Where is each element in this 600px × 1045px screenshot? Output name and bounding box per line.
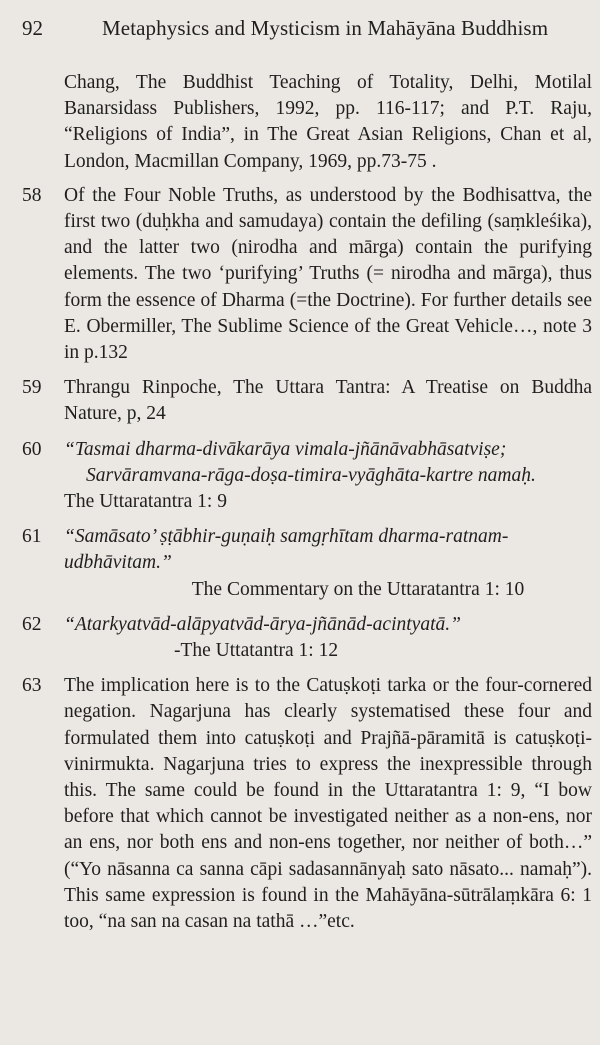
footnote-number: 58	[22, 184, 42, 206]
footnote-number: 60	[22, 438, 42, 460]
footnote-text: Thrangu Rinpoche, The Uttara Tantra: A Treatise on Buddha Nature, p, 24	[64, 377, 592, 425]
source-citation: The Commentary on the Uttaratantra 1: 10	[191, 578, 525, 600]
page-number: 92	[22, 16, 43, 40]
source-citation: The Uttaratantra 1: 9	[64, 491, 227, 513]
footnote-text: The implication here is to the Catuṣkoṭi tarka or the four-cornered negation. Nagarjuna has clearly systematised these four and formulated them into catuṣkoṭi and Prajñā-pāramitā is catuṣkoṭi-vinirmukta. Nagarjuna tries to express the inexpressible through this. The same could be found in the Uttaratantra 1: 9, “I bow before that which cannot be investigated neither as a non-ens, nor an ens, nor both ens and non-ens together, nor neither of both…” (“Yo nāsanna ca sanna cāpi sadasannānyaḥ sato nāsato... namaḥ”). This same expression is found in the Mahāyāna-sūtrālaṃkāra 6: 1 too, “na san na casan na tathā …”etc.	[64, 675, 592, 933]
footnote-57-continued	[22, 70, 592, 175]
footnote-63	[22, 673, 592, 935]
footnote-60	[22, 437, 592, 516]
footnote-59	[22, 375, 592, 427]
running-title: Metaphysics and Mysticism in Mahāyāna Buddhism	[102, 16, 549, 40]
footnote-text: Chang, The Buddhist Teaching of Totality, Delhi, Motilal Banarsidass Publishers, 1992, pp. 116-117; and P.T. Raju, “Religions of India”, in The Great Asian Religions, Chan et al, London, Macmillan Company, 1969, pp.73-75 .	[64, 72, 592, 172]
footnote-number: 59	[22, 377, 42, 399]
verse-line: “Samāsato’ ṣṭābhir-guṇaiḥ samgṛhītam dharma-ratnam-udbhāvitam.”	[64, 526, 509, 574]
footnote-number: 61	[22, 526, 42, 548]
verse-line: “Atarkyatvād-alāpyatvād-ārya-jñānād-acintyatā.”	[64, 613, 461, 635]
footnotes	[22, 70, 592, 944]
footnote-61	[22, 524, 592, 603]
footnote-58	[22, 183, 592, 366]
footnote-number: 62	[22, 613, 42, 635]
verse-line-2: Sarvāramvana-rāga-doṣa-timira-vyāghāta-kartre namaḥ.	[86, 464, 536, 486]
footnote-text: Of the Four Noble Truths, as understood by the Bodhisattva, the first two (duḥkha and samudaya) contain the defiling (saṃkleśika), and the latter two (nirodha and mārga) contain the purifying elements. The two ‘purifying’ Truths (= nirodha and mārga), thus form the essence of Dharma (=the Doctrine). For further details see E. Obermiller, The Sublime Science of the Great Vehicle…, note 3 in p.132	[64, 184, 592, 364]
verse-line-1: “Tasmai dharma-divākarāya vimala-jñānāvabhāsatviṣe;	[64, 438, 507, 460]
footnote-62	[22, 612, 592, 664]
source-citation: -The Uttatantra 1: 12	[174, 640, 339, 662]
page-header	[22, 16, 592, 48]
footnote-number: 63	[22, 675, 42, 697]
